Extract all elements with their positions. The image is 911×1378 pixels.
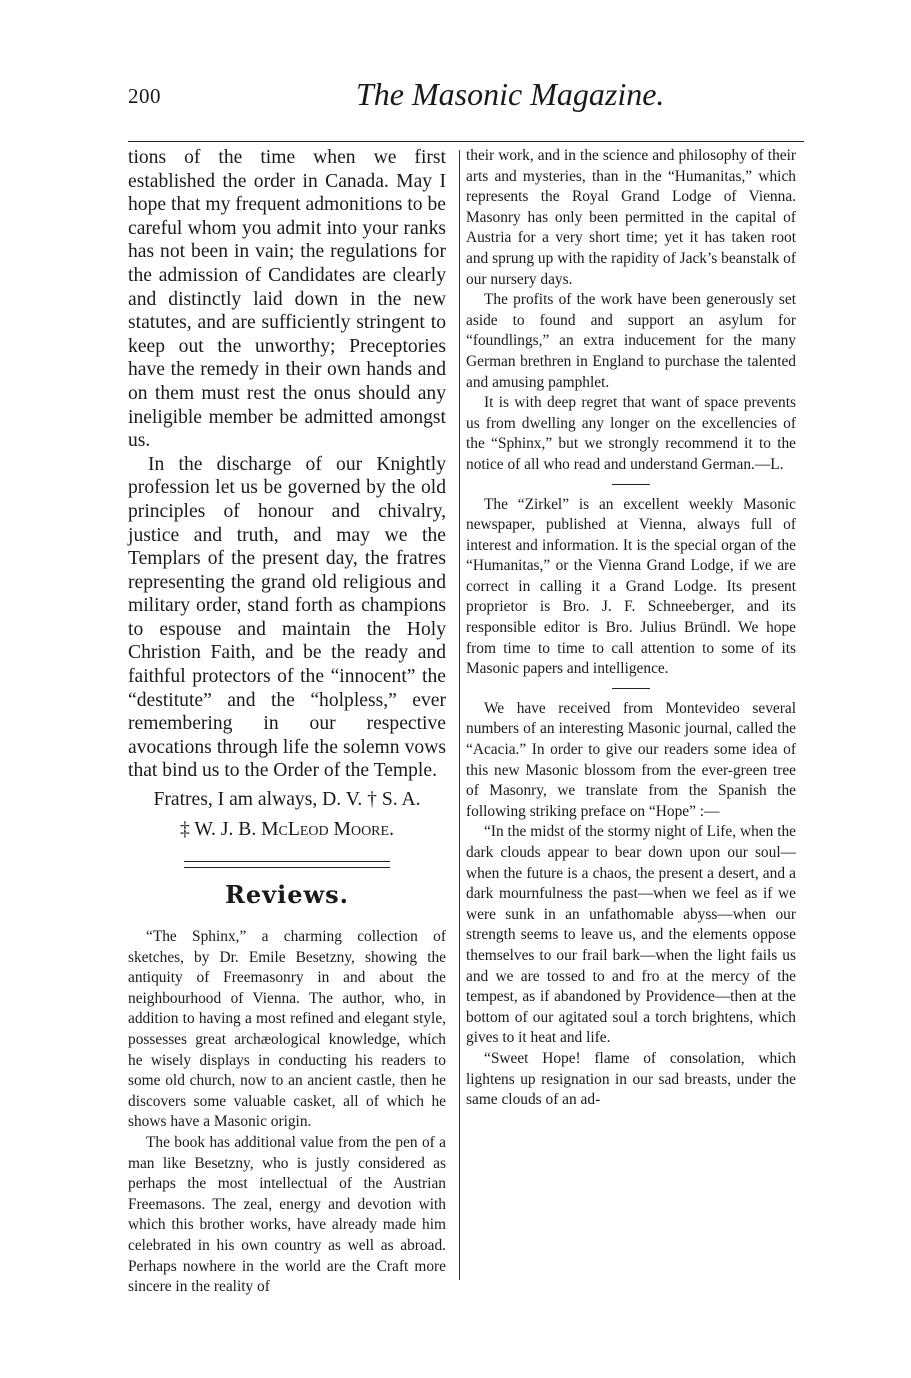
right-paragraph-5: We have received from Montevideo several numbers of an interesting Masonic journal, called the “Acacia.” In order to give our readers some idea of this new Masonic blossom from the ever-green tree of Masonry, we translate from the Spanish the following striking preface on “Hope” :— (466, 699, 796, 820)
left-column (128, 146, 446, 1298)
section-double-rule (184, 861, 390, 868)
left-paragraph-1: tions of the time when we first established the order in Canada. May I hope that my frequent admonitions to be careful whom you admit into your ranks has not been in vain; the regulations for the admission of Candidates are clearly and distinctly laid down in the new statutes, and are sufficiently stringent to keep out the unworthy; Preceptories have the remedy in their own hands and on them must rest the onus should any ineligible member be admitted amongst us. (128, 147, 446, 452)
header-rule (128, 141, 804, 142)
right-paragraph-2: The profits of the work have been generously set aside to found and support an asylum for “foundlings,” an extra inducement for the many German brethren in England to purchase the talented and amusing pamphlet. (466, 291, 796, 391)
page-header (128, 66, 804, 126)
right-paragraph-4: The “Zirkel” is an excellent weekly Masonic newspaper, published at Vienna, always full of interest and information. It is the special organ of the “Humanitas,” or the Vienna Grand Lodge, if we are correct in calling it a Grand Lodge. Its present proprietor is Bro. J. F. Schneeberger, and its responsible editor is Bro. Julius Bründl. We hope from time to time to call attention to some of its Masonic papers and intelligence. (466, 495, 796, 678)
page-title: The Masonic Magazine. (356, 76, 665, 112)
left-paragraph-2: In the discharge of our Knightly profession let us be governed by the old principles of honour and chivalry, justice and truth, and may we the Templars of the present day, the fratres representing the grand old religious and military order, stand forth as champions to espouse and maintain the Holy Christion Faith, and be the ready and faithful protectors of the “innocent” the “destitute” and the “holpless,” ever remembering in our respective avocations through life the solemn vows that bind us to the Order of the Temple. (128, 453, 446, 782)
column-divider (459, 150, 460, 1280)
right-paragraph-3: It is with deep regret that want of space prevents us from dwelling any longer on the excellencies of the “Sphinx,” but we strongly recommend it to the notice of all who read and understand German.—L. (466, 394, 796, 473)
right-paragraph-6: “In the midst of the stormy night of Life, when the dark clouds appear to bear down upon our soul—when the future is a chaos, the present a desert, and a dark mournfulness the past—when we feel as if we were sunk in an unfathomable abyss—when our strength seems to leave us, and the elements oppose themselves to our frail bark—when the light fails us and we are tossed to and fro at the mercy of the tempest, as if abandoned by Providence—then at the bottom of our agitated soul a torch brightens, which gives to it heat and life. (466, 823, 796, 1047)
separator-rule-2 (612, 688, 650, 689)
separator-rule-1 (612, 484, 650, 485)
signature-name: ‡ W. J. B. McLeod Moore. (180, 819, 394, 841)
signature-line-2 (128, 817, 446, 843)
right-paragraph-7: “Sweet Hope! flame of consolation, which lightens up resignation in our sad breasts, under the same clouds of an ad- (466, 1049, 796, 1109)
right-column (466, 146, 796, 1111)
page-number: 200 (128, 84, 161, 108)
right-paragraph-1: their work, and in the science and philosophy of their arts and mysteries, than in the “Humanitas,” which represents the Royal Grand Lodge of Vienna. Masonry has only been permitted in the capital of Austria for a very short time; yet it has taken root and sprung up with the rapidity of Jack’s beanstalk of our nursery days. (466, 147, 796, 288)
left-paragraph-3: “The Sphinx,” a charming collection of sketches, by Dr. Emile Besetzny, showing the antiquity of Freemasonry in and about the neighbourhood of Vienna. The author, who, in addition to having a most refined and elegant style, possesses great archæological knowledge, which he wisely displays in conducting his readers to some old church, now to an ancient castle, then he discovers some valuable casket, all of which he shows have a Masonic origin. (128, 928, 446, 1131)
section-heading-reviews: Reviews. (224, 880, 350, 910)
left-paragraph-4: The book has additional value from the pen of a man like Besetzny, who is justly considered as perhaps the most intellectual of the Austrian Freemasons. The zeal, energy and devotion with which this brother works, have already made him celebrated in his own country as well as abroad. Perhaps nowhere in the world are the Craft more sincere in the reality of (128, 1133, 446, 1296)
signature-line-1: Fratres, I am always, D. V. † S. A. (153, 789, 421, 811)
